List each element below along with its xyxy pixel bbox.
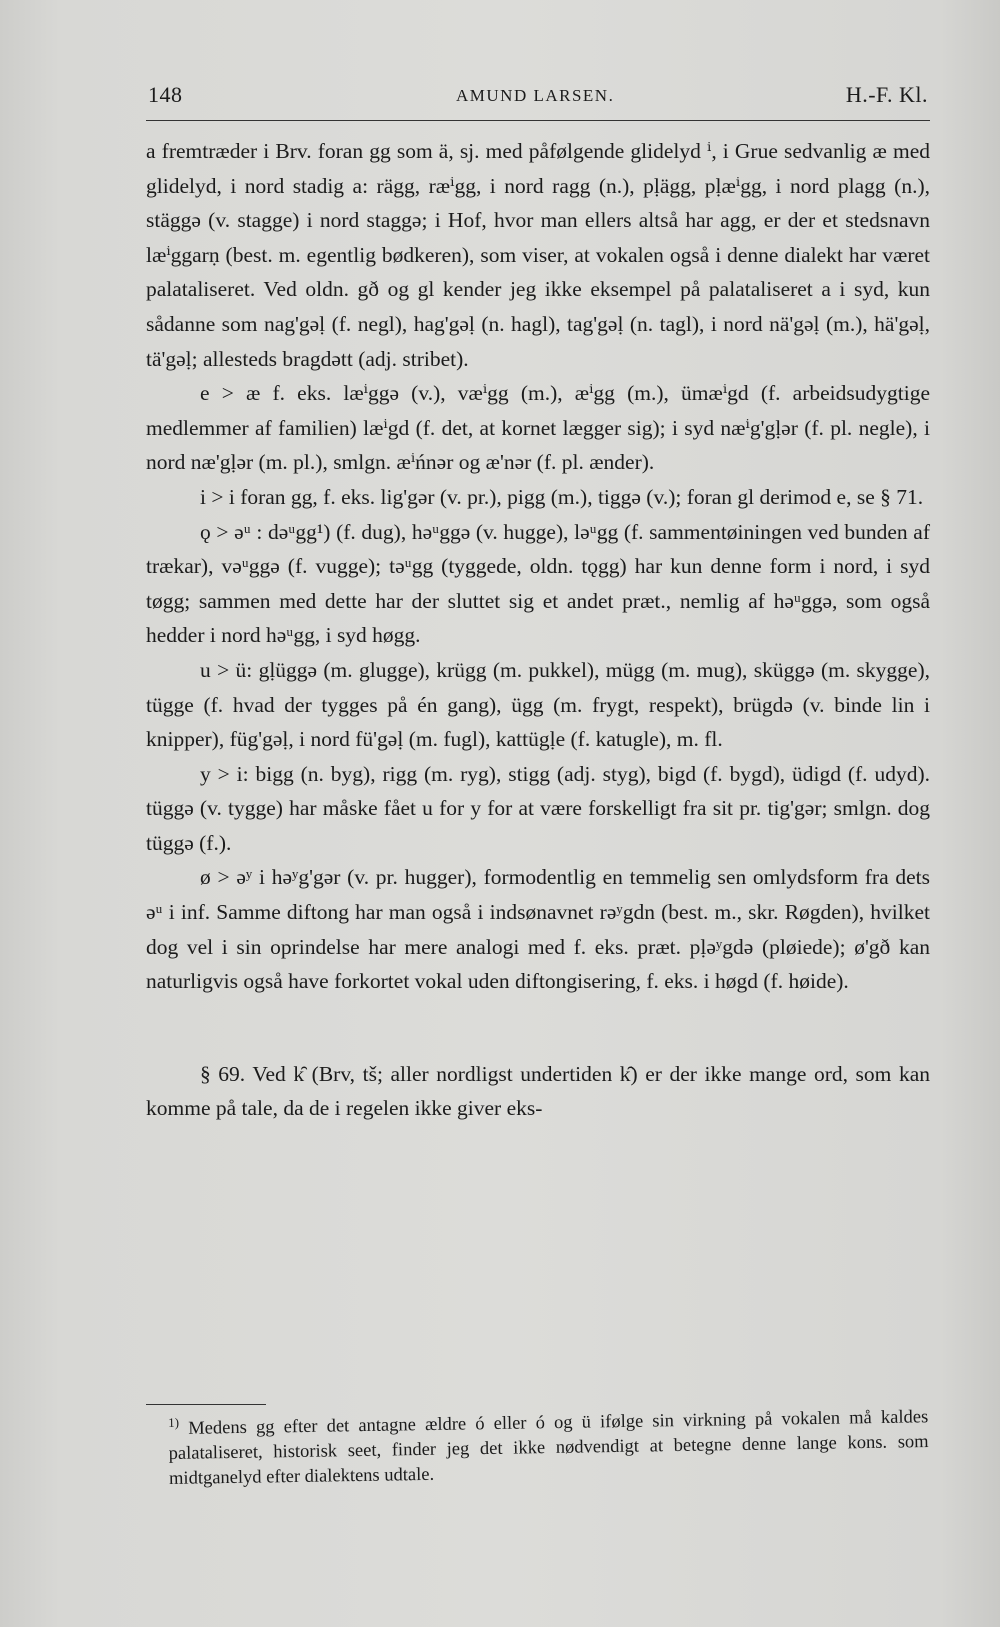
running-title: AMUND LARSEN. bbox=[456, 86, 615, 105]
page-body bbox=[146, 134, 930, 1126]
paragraph-e: e > æ f. eks. læⁱggə (v.), væⁱgg (m.), æⁱgg (m.), ümæⁱgd (f. arbeidsudygtige medlemmer af familien) læⁱgd (f. det, at kornet lægger sig); i syd næⁱg'gḷər (f. pl. negle), i nord næ'gḷər (m. pl.), smlgn. æⁱńnər og æ'nər (f. pl. ænder). bbox=[146, 381, 930, 475]
paragraph-oe: ø > əʸ i həʸg'gər (v. pr. hugger), formodentlig en temmelig sen omlydsform fra dets əᵘ i inf. Samme diftong har man også i indsønavnet rəʸgdn (best. m., skr. Røgden), hvilket dog vel i sin oprindelse har mere analogi med f. eks. præt. pḷəʸgdə (pløiede); ø'gð kan naturligvis også have forkortet vokal uden diftongisering, f. eks. i høgd (f. høide). bbox=[146, 865, 930, 994]
paragraph-i: i > i foran gg, f. eks. lig'gər (v. pr.), pigg (m.), tiggə (v.); foran gl derimod e, se § 71. bbox=[200, 484, 924, 509]
footnote-text: Medens gg efter det antagne ældre ó eller ó og ü ifølge sin virkning på vokalen må kaldes palataliseret, historisk seet, finder jeg det ikke nødvendigt at betegne denne lange kons. som midtganelyd efter dialektens udtale. bbox=[168, 1407, 929, 1490]
class-label: H.-F. Kl. bbox=[845, 82, 928, 107]
header-rule bbox=[146, 120, 930, 121]
paragraph-y: y > i: bigg (n. byg), rigg (m. ryg), stigg (adj. styg), bigd (f. bygd), üdigd (f. udyd). tüggə (v. tygge) har måske fået u for y for at være forskelligt fra sit pr. tig'gər; smlgn. dog tüggə (f.). bbox=[146, 761, 930, 855]
paragraph-u: u > ü: gḷüggə (m. glugge), krügg (m. pukkel), mügg (m. mug), sküggə (m. skygge), tügge (f. hvad der tygges på én gang), ügg (m. frygt, respekt), brügdə (v. binde lin i knipper), füg'gəḷ, i nord fü'gəḷ (m. fugl), kattügḷe (f. katugle), m. fl. bbox=[146, 657, 930, 752]
footnote-rule bbox=[146, 1404, 266, 1405]
running-header bbox=[148, 76, 928, 116]
paragraph-o: ǫ > əᵘ : dəᵘgg¹) (f. dug), həᵘggə (v. hugge), ləᵘgg (f. sammentøiningen ved bunden af trækar), vəᵘggə (f. vugge); təᵘgg (tyggede, oldn. tǫgg) har kun denne form i nord, i syd tøgg; sammen med dette har der sluttet sig et andet præt., nemlig af həᵘggə, som også hedder i nord həᵘgg, i syd høgg. bbox=[146, 519, 930, 648]
paragraph-a: a fremtræder i Brv. foran gg som ä, sj. med påfølgende glidelyd ⁱ, i Grue sedvanlig æ med glidelyd, i nord stadig a: rägg, ræⁱgg, i nord ragg (n.), pḷägg, pḷæⁱgg, i nord plagg (n.), stäggə (v. stagge) i nord staggə; i Hof, hvor man ellers altså har agg, er der et stedsnavn læⁱggarṇ (best. m. egentlig bødkeren), som viser, at vokalen også i denne dialekt har været palataliseret. Ved oldn. gð og gl kender jeg ikke eksempel på palataliseret a i syd, kun sådanne som nag'gəḷ (f. negl), hag'gəḷ (n. hagl), tag'gəḷ (n. tagl), i nord nä'gəḷ (m.), hä'gəḷ, tä'gəḷ; allesteds bragdətt (adj. stribet). bbox=[146, 139, 930, 371]
page-number: 148 bbox=[148, 82, 183, 107]
footnote-mark: 1) bbox=[168, 1414, 180, 1430]
section-69-paragraph: § 69. Ved k̑ (Brv, tš; aller nordligst undertiden k̑) er der ikke mange ord, som kan komme på tale, da de i regelen ikke giver eks- bbox=[146, 1061, 930, 1121]
footnote bbox=[168, 1398, 929, 1492]
